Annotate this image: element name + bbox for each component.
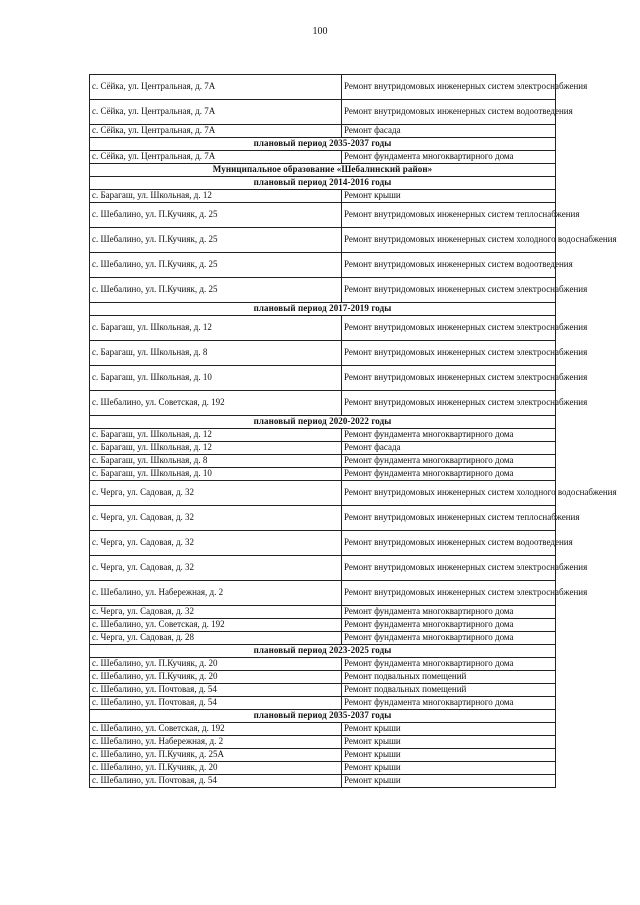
repair-schedule-table [89,74,617,788]
address-cell: с. Шебалино, ул. П.Кучияк, д. 20 [90,671,342,684]
work-type-cell: Ремонт крыши [342,190,556,203]
work-type-cell: Ремонт фундамента многоквартирного дома [342,619,556,632]
address-cell: с. Барагаш, ул. Школьная, д. 8 [90,341,342,366]
table-row [90,619,556,632]
table-row [90,442,556,455]
address-cell: с. Барагаш, ул. Школьная, д. 10 [90,468,342,481]
table-row [90,632,556,645]
address-cell: с. Шебалино, ул. П.Кучияк, д. 25 [90,278,342,303]
work-type-cell: Ремонт фундамента многоквартирного дома [342,455,556,468]
address-cell: с. Сёйка, ул. Центральная, д. 7А [90,151,342,164]
address-cell: с. Шебалино, ул. Почтовая, д. 54 [90,697,342,710]
work-type-cell: Ремонт крыши [342,762,556,775]
table-row [90,762,556,775]
address-cell: с. Барагаш, ул. Школьная, д. 12 [90,442,342,455]
section-header: плановый период 2014-2016 годы [90,177,556,190]
table-row [90,190,556,203]
table-row [90,228,556,253]
table-row [90,253,556,278]
work-type-cell: Ремонт внутридомовых инженерных систем водоотведения [342,253,556,278]
address-cell: с. Шебалино, ул. П.Кучияк, д. 25А [90,749,342,762]
address-cell: с. Шебалино, ул. Советская, д. 192 [90,723,342,736]
address-cell: с. Шебалино, ул. Набережная, д. 2 [90,736,342,749]
work-type-cell: Ремонт подвальных помещений [342,684,556,697]
work-type-cell: Ремонт фундамента многоквартирного дома [342,468,556,481]
table-row [90,341,556,366]
table-row [90,531,556,556]
work-type-cell: Ремонт фундамента многоквартирного дома [342,632,556,645]
work-type-cell: Ремонт внутридомовых инженерных систем холодного водоснабжения [342,481,556,506]
work-type-cell: Ремонт крыши [342,749,556,762]
table-row [90,481,556,506]
address-cell: с. Сёйка, ул. Центральная, д. 7А [90,100,342,125]
work-type-cell: Ремонт внутридомовых инженерных систем холодного водоснабжения [342,228,556,253]
work-type-cell: Ремонт фасада [342,125,556,138]
work-type-cell: Ремонт крыши [342,736,556,749]
address-cell: с. Сёйка, ул. Центральная, д. 7А [90,125,342,138]
address-cell: с. Барагаш, ул. Школьная, д. 12 [90,190,342,203]
table-row [90,278,556,303]
table-row [90,658,556,671]
address-cell: с. Барагаш, ул. Школьная, д. 8 [90,455,342,468]
address-cell: с. Шебалино, ул. Набережная, д. 2 [90,581,342,606]
section-header: плановый период 2020-2022 годы [90,416,556,429]
address-cell: с. Шебалино, ул. Советская, д. 192 [90,391,342,416]
work-type-cell: Ремонт внутридомовых инженерных систем электроснабжения [342,366,556,391]
work-type-cell: Ремонт внутридомовых инженерных систем электроснабжения [342,556,556,581]
table-row [90,391,556,416]
table-row [90,455,556,468]
table-row [90,203,556,228]
address-cell: с. Шебалино, ул. Советская, д. 192 [90,619,342,632]
address-cell: с. Шебалино, ул. П.Кучияк, д. 25 [90,228,342,253]
address-cell: с. Барагаш, ул. Школьная, д. 10 [90,366,342,391]
address-cell: с. Шебалино, ул. П.Кучияк, д. 20 [90,762,342,775]
table-row [90,684,556,697]
table-row [90,366,556,391]
section-header: плановый период 2035-2037 годы [90,138,556,151]
work-type-cell: Ремонт внутридомовых инженерных систем водоотведения [342,100,556,125]
table-row [90,606,556,619]
section-header-row [90,164,556,177]
address-cell: с. Черга, ул. Садовая, д. 32 [90,531,342,556]
address-cell: с. Черга, ул. Садовая, д. 32 [90,556,342,581]
table-row [90,556,556,581]
table-row [90,316,556,341]
address-cell: с. Барагаш, ул. Школьная, д. 12 [90,316,342,341]
section-header-row [90,177,556,190]
address-cell: с. Шебалино, ул. Почтовая, д. 54 [90,775,342,788]
table-row [90,429,556,442]
address-cell: с. Шебалино, ул. П.Кучияк, д. 20 [90,658,342,671]
table-row [90,723,556,736]
section-header: Муниципальное образование «Шебалинский район» [90,164,556,177]
table-row [90,736,556,749]
work-type-cell: Ремонт внутридомовых инженерных систем электроснабжения [342,581,556,606]
work-type-cell: Ремонт внутридомовых инженерных систем электроснабжения [342,316,556,341]
work-type-cell: Ремонт крыши [342,723,556,736]
table-body [90,75,617,788]
work-type-cell: Ремонт внутридомовых инженерных систем электроснабжения [342,75,556,100]
address-cell: с. Черга, ул. Садовая, д. 28 [90,632,342,645]
work-type-cell: Ремонт внутридомовых инженерных систем теплоснабжения [342,506,556,531]
address-cell: с. Черга, ул. Садовая, д. 32 [90,481,342,506]
table-row [90,581,556,606]
section-header: плановый период 2023-2025 годы [90,645,556,658]
work-type-cell: Ремонт подвальных помещений [342,671,556,684]
address-cell: с. Шебалино, ул. Почтовая, д. 54 [90,684,342,697]
section-header-row [90,303,556,316]
work-type-cell: Ремонт внутридомовых инженерных систем теплоснабжения [342,203,556,228]
section-header-row [90,416,556,429]
work-type-cell: Ремонт фундамента многоквартирного дома [342,697,556,710]
section-header: плановый период 2035-2037 годы [90,710,556,723]
table-row [90,468,556,481]
page-number: 100 [312,26,328,37]
table-row [90,749,556,762]
table-row [90,697,556,710]
work-type-cell: Ремонт внутридомовых инженерных систем водоотведения [342,531,556,556]
table-row [90,671,556,684]
section-header-row [90,138,556,151]
work-type-cell: Ремонт внутридомовых инженерных систем электроснабжения [342,278,556,303]
work-type-cell: Ремонт фундамента многоквартирного дома [342,429,556,442]
work-type-cell: Ремонт фасада [342,442,556,455]
address-cell: с. Черга, ул. Садовая, д. 32 [90,506,342,531]
table-row [90,775,556,788]
work-type-cell: Ремонт внутридомовых инженерных систем электроснабжения [342,391,556,416]
work-type-cell: Ремонт фундамента многоквартирного дома [342,606,556,619]
work-type-cell: Ремонт фундамента многоквартирного дома [342,151,556,164]
section-header-row [90,710,556,723]
work-type-cell: Ремонт внутридомовых инженерных систем электроснабжения [342,341,556,366]
address-cell: с. Шебалино, ул. П.Кучияк, д. 25 [90,203,342,228]
table-row [90,151,556,164]
address-cell: с. Черга, ул. Садовая, д. 32 [90,606,342,619]
work-type-cell: Ремонт фундамента многоквартирного дома [342,658,556,671]
address-cell: с. Барагаш, ул. Школьная, д. 12 [90,429,342,442]
address-cell: с. Шебалино, ул. П.Кучияк, д. 25 [90,253,342,278]
table-row [90,75,556,100]
section-header: плановый период 2017-2019 годы [90,303,556,316]
table-row [90,100,556,125]
section-header-row [90,645,556,658]
work-type-cell: Ремонт крыши [342,775,556,788]
address-cell: с. Сёйка, ул. Центральная, д. 7А [90,75,342,100]
table-row [90,125,556,138]
table-row [90,506,556,531]
